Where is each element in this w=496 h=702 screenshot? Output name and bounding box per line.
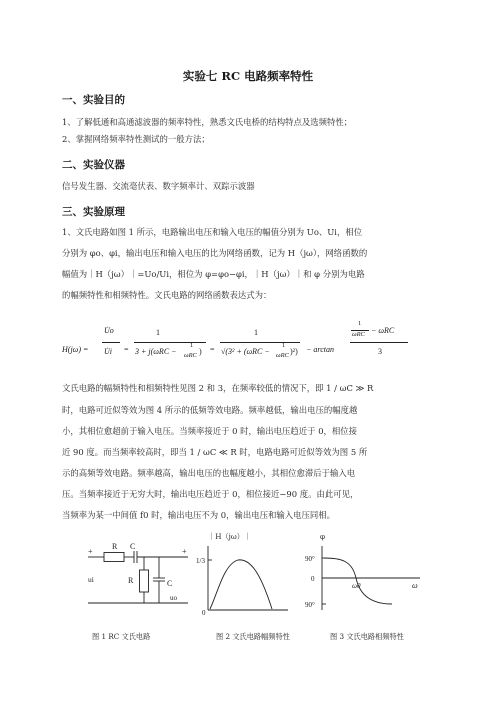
y-tick-minus90: 90° [305,601,315,609]
y-tick-third: 1/3 [196,557,205,565]
omega-axis-label: ω [412,581,418,590]
instruments-text: 信号发生器、交流毫伏表、数字频率计、双踪示波器 [62,181,255,191]
principle-line-2: 分别为 φo、φi，输出电压和输入电压的比为网络函数，记为 H（jω），网络函数的 [62,248,368,258]
figure-2-magnitude [196,540,296,620]
formula-num1: U̇o [104,326,114,335]
section-heading-instruments: 二、实验仪器 [62,159,125,171]
fig3-caption: 图 3 文氏电路相频特性 [330,632,404,641]
principle-p2-line-4: 近 90 度。而当频率较高时，即当 1 / ωC ≪ R 时，电路电路可近似等效为图 5 所 [62,447,368,457]
fig3-ylabel: φ [320,532,326,541]
principle-line-4: 的幅频特性和相频特性。文氏电路的网络函数表达式为： [62,290,272,300]
omega0-label: ω0 [352,582,361,590]
formula-num2: 1 [156,328,160,337]
label-c-shunt: C [167,579,173,588]
formula-phase: − arctan [306,345,334,354]
section-heading-purpose: 一、实验目的 [62,94,125,106]
figure-3-phase [300,540,430,620]
plus-in: + [88,547,93,556]
formula-lhs: H(jω) = [62,345,89,354]
formula-den3b: 1 [282,342,286,349]
label-r-shunt: R [128,576,134,585]
formula-den1: U̇i [104,347,112,356]
label-uo: uo [170,594,177,602]
label-r-series: R [112,542,118,551]
fig2-ylabel: ｜H（jω）｜ [208,532,252,541]
fig1-caption: 图 1 RC 文氏电路 [92,632,151,641]
formula-pn-a: 1 [358,320,362,327]
fig2-caption: 图 2 文氏电路幅频特性 [216,632,290,641]
formula-eq-1: = [124,345,129,354]
formula-den3d: )²) [290,347,298,356]
section-heading-principle: 三、实验原理 [62,206,125,218]
label-ui: ui [88,575,94,584]
label-c-series: C [130,542,136,551]
principle-p2-line-6: 压。当频率接近于无穷大时，输出电压趋近于 0，相位接近−90 度。由此可见， [62,489,359,499]
formula-num3: 1 [254,328,258,337]
purpose-item-2: 2、掌握网络频率特性测试的一般方法； [62,134,210,144]
formula-den3c: ωRC [276,352,289,359]
formula-pn-c: − ωRC [371,326,395,335]
y-tick-plus90: 90° [305,555,315,563]
magnitude-curve [210,560,272,609]
page-title: 实验七 RC 电路频率特性 [182,69,314,83]
formula-den2a: 3 + j(ωRC − [135,347,177,356]
principle-line-3: 幅值为｜H（jω）｜=Uo/Ui，相位为 φ=φo−φi，｜H（jω）｜和 φ 分别为电路 [62,269,365,279]
plus-out: + [182,547,187,556]
principle-p2-line-3: 小，其相位愈超前于输入电压。当频率接近于 0 时，输出电压趋近于 0，相位接 [62,426,358,436]
formula-den2c: ωRC [184,352,197,359]
fraction-bar-2 [134,342,206,343]
principle-p2-line-2: 时，电路可近似等效为图 4 所示的低频等效电路。频率越低，输出电压的幅度越 [62,405,358,415]
formula-eq-2: = [210,345,215,354]
purpose-item-1: 1、了解低通和高通滤波器的频率特性，熟悉文氏电桥的结构特点及选频特性； [62,117,353,127]
figure-1-circuit [84,540,194,620]
formula-pn-b: ωRC [352,331,365,338]
principle-p2-line-1: 文氏电路的幅频特性和相频特性见图 2 和 3，在频率较低的情况下，即 1 / ωC ≫ R [62,383,374,393]
formula-den2b: 1 [190,342,194,349]
principle-p2-line-5: 示的高频等效电路。频率越高，输出电压的也幅度越小，其相位愈滞后于输入电 [62,468,356,478]
principle-line-1: 1、文氏电路如图 1 所示，电路输出电压和输入电压的幅值分别为 Uo、Ui，相位 [62,227,363,237]
fraction-bar-5 [350,342,408,343]
principle-p2-line-7: 当频率为某一中间值 f0 时，输出电压不为 0，输出电压和输入电压同相。 [62,510,335,520]
fraction-bar-3 [220,342,300,343]
formula-den2d: ) [199,347,202,356]
formula-pd: 3 [378,347,382,356]
origin-label: 0 [202,609,206,617]
fraction-bar-1 [102,342,120,343]
phase-curve [324,558,392,604]
formula-den3a: √(3² + (ωRC − [221,347,270,356]
y-tick-zero: 0 [311,575,315,583]
